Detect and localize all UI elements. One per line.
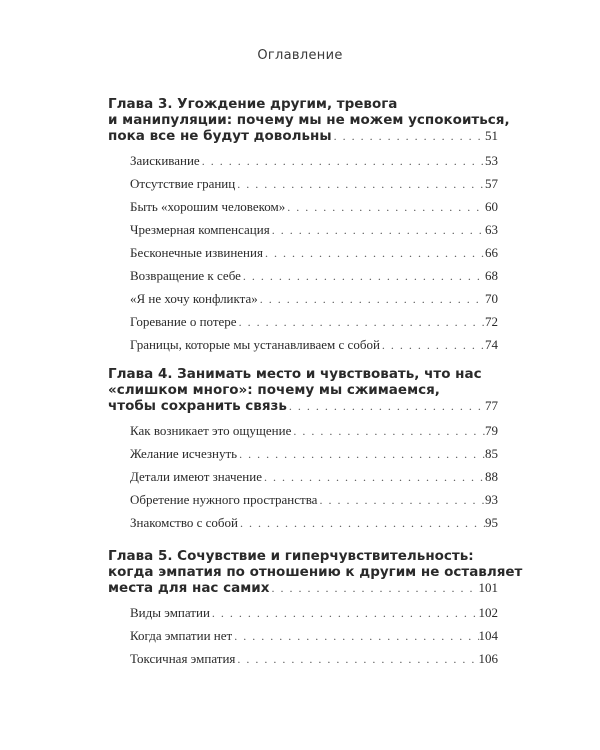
toc-entry-page: 102 [478,605,498,620]
chapter-heading-line: Глава 5. Сочувствие и гиперчувствительность: [108,548,474,564]
toc-entry-title: Желание исчезнуть [130,446,238,461]
chapter-heading-line: места для нас самих [108,580,270,596]
chapter-heading[interactable] [108,366,498,414]
dot-leader [287,398,485,414]
dot-leader [241,269,485,284]
chapter-heading-line: и манипуляции: почему мы не можем успокоиться, [108,112,510,128]
toc-entry[interactable] [130,423,498,446]
toc-entry-page: 93 [485,492,498,507]
chapter-heading[interactable] [108,548,523,596]
toc-entry-page: 95 [485,515,498,530]
dot-leader [232,629,478,644]
toc-entry-title: Обретение нужного пространства [130,492,318,507]
chapter-heading-line: пока все не будут довольны [108,128,332,144]
toc-entry[interactable] [130,245,498,268]
toc-entry-title: Как возникает это ощущение [130,423,292,438]
toc-entry-page: 68 [485,268,498,283]
dot-leader [380,338,485,353]
toc-entry-title: Токсичная эмпатия [130,651,236,666]
toc-entry[interactable] [130,651,498,674]
section-list [108,423,498,538]
toc-entry[interactable] [130,199,498,222]
toc-entry-title: Знакомство с собой [130,515,238,530]
chapter-heading[interactable] [108,96,510,144]
chapter-page-number: 77 [485,398,498,413]
section-list [108,153,498,360]
toc-entry-page: 85 [485,446,498,461]
chapter-4 [108,366,498,538]
toc-entry-title: Возвращение к себе [130,268,241,283]
toc-entry-page: 74 [485,337,498,352]
section-list [108,605,498,674]
chapter-heading-line: «слишком много»: почему мы сжимаемся, [108,382,440,398]
dot-leader [235,652,478,667]
dot-leader [332,128,485,144]
dot-leader [285,200,485,215]
toc-entry-page: 72 [485,314,498,329]
toc-entry[interactable] [130,337,498,360]
toc-entry-title: Бесконечные извинения [130,245,263,260]
toc-entry-page: 57 [485,176,498,191]
dot-leader [200,154,485,169]
toc-entry-title: Виды эмпатии [130,605,210,620]
toc-entry[interactable] [130,446,498,469]
chapter-heading-last-line [108,580,498,596]
toc-entry-page: 106 [478,651,498,666]
toc-entry-title: Чрезмерная компенсация [130,222,270,237]
toc-entry-title: «Я не хочу конфликта» [130,291,258,306]
chapter-page-number: 101 [478,580,498,595]
toc-entry-page: 88 [485,469,498,484]
toc-entry[interactable] [130,628,498,651]
toc-entry-title: Быть «хорошим человеком» [130,199,286,214]
chapter-heading-line: чтобы сохранить связь [108,398,287,414]
toc-entry[interactable] [130,492,498,515]
toc-entry[interactable] [130,314,498,337]
toc-entry[interactable] [130,605,498,628]
dot-leader [263,246,485,261]
toc-entry-page: 79 [485,423,498,438]
chapter-heading-line: Глава 4. Занимать место и чувствовать, что нас [108,366,482,382]
toc-entry-page: 53 [485,153,498,168]
dot-leader [269,580,478,596]
dot-leader [291,424,485,439]
toc-entry-page: 60 [485,199,498,214]
toc-entry-title: Границы, которые мы устанавливаем с собой [130,337,380,352]
chapter-page-number: 51 [485,128,498,143]
toc-entry[interactable] [130,268,498,291]
toc-entry[interactable] [130,291,498,314]
toc-entry-page: 63 [485,222,498,237]
toc-entry-page: 70 [485,291,498,306]
toc-entry[interactable] [130,515,498,538]
toc-entry-page: 104 [478,628,498,643]
chapter-5 [108,548,523,674]
dot-leader [270,223,485,238]
toc-entry-title: Горевание о потере [130,314,237,329]
dot-leader [237,447,485,462]
toc-entry[interactable] [130,176,498,199]
chapter-heading-last-line [108,398,498,414]
chapter-heading-line: Глава 3. Угождение другим, тревога [108,96,398,112]
page-title: Оглавление [257,48,343,63]
toc-entry[interactable] [130,222,498,245]
dot-leader [262,470,485,485]
toc-entry-title: Отсутствие границ [130,176,236,191]
toc-entry-title: Детали имеют значение [130,469,262,484]
dot-leader [238,516,485,531]
dot-leader [235,177,485,192]
dot-leader [210,606,479,621]
toc-entry-title: Когда эмпатии нет [130,628,233,643]
toc-entry-page: 66 [485,245,498,260]
dot-leader [317,493,485,508]
toc-entry[interactable] [130,469,498,492]
dot-leader [237,315,485,330]
chapter-heading-last-line [108,128,498,144]
dot-leader [258,292,485,307]
chapter-3 [108,96,510,360]
chapter-heading-line: когда эмпатия по отношению к другим не оставляет [108,564,523,580]
toc-entry[interactable] [130,153,498,176]
toc-entry-title: Заискивание [130,153,200,168]
